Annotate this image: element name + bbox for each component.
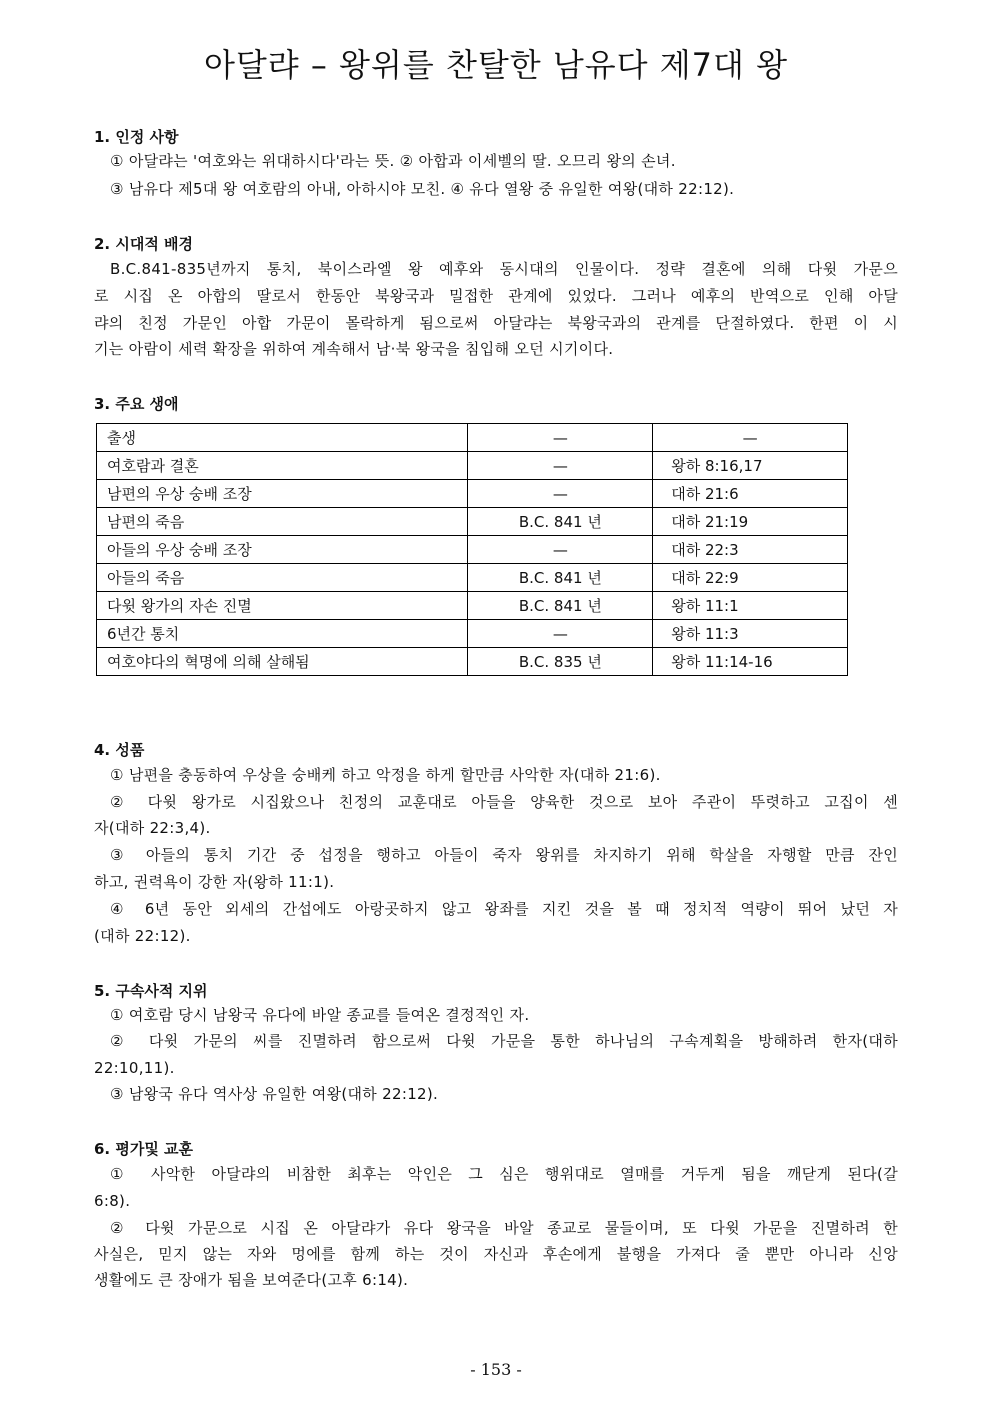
table-row	[97, 452, 848, 480]
paragraph-line: B.C.841-835년까지 통치, 북이스라엘 왕 예후와 동시대의 인물이다. 정략 결혼에 의해 다윗 가문으	[110, 260, 898, 278]
date-cell: B.C. 841 년	[468, 592, 653, 620]
event-cell: 아들의 죽음	[97, 564, 468, 592]
section-line: (대하 22:12).	[94, 927, 191, 945]
event-cell: 아들의 우상 숭배 조장	[97, 536, 468, 564]
section-line: 생활에도 큰 장애가 됨을 보여준다(고후 6:14).	[94, 1271, 409, 1289]
event-cell: 남편의 죽음	[97, 508, 468, 536]
date-cell: B.C. 835 년	[468, 648, 653, 676]
section-line: 6:8).	[94, 1192, 131, 1210]
reference-cell: 대하 22:3	[653, 536, 848, 564]
page-number: - 153 -	[470, 1360, 522, 1379]
date-cell: —	[468, 480, 653, 508]
section-line: ③ 남유다 제5대 왕 여호람의 아내, 아하시야 모친. ④ 유다 열왕 중 유일한 여왕(대하 22:12).	[110, 180, 735, 198]
section-line: ② 다윗 왕가로 시집왔으나 친정의 교훈대로 아들을 양육한 것으로 보아 주관이 뚜렷하고 고집이 센	[110, 793, 898, 811]
date-cell: B.C. 841 년	[468, 564, 653, 592]
event-cell: 남편의 우상 숭배 조장	[97, 480, 468, 508]
event-cell: 다윗 왕가의 자손 진멸	[97, 592, 468, 620]
section-line: ① 남편을 충동하여 우상을 숭배케 하고 악정을 하게 할만큼 사악한 자(대하 21:6).	[110, 766, 661, 784]
reference-cell: 대하 22:9	[653, 564, 848, 592]
event-cell: 출생	[97, 424, 468, 452]
reference-cell: —	[653, 424, 848, 452]
section-line: ① 사악한 아달랴의 비참한 최후는 악인은 그 심은 행위대로 열매를 거두게 됨을 깨닫게 된다(갈	[110, 1165, 898, 1183]
life-events-table	[96, 423, 848, 676]
event-cell: 여호람과 결혼	[97, 452, 468, 480]
reference-cell: 왕하 11:14-16	[653, 648, 848, 676]
table-row	[97, 536, 848, 564]
event-cell: 6년간 통치	[97, 620, 468, 648]
paragraph-line: 기는 아람이 세력 확장을 위하여 계속해서 남·북 왕국을 침입해 오던 시기이다.	[94, 340, 614, 358]
table-row	[97, 620, 848, 648]
date-cell: B.C. 841 년	[468, 508, 653, 536]
section-heading-redemptive-status: 5. 구속사적 지위	[94, 982, 208, 1000]
section-line: 22:10,11).	[94, 1059, 175, 1077]
section-line: ① 여호람 당시 남왕국 유다에 바알 종교를 들여온 결정적인 자.	[110, 1006, 530, 1024]
reference-cell: 왕하 11:3	[653, 620, 848, 648]
section-line: ③ 남왕국 유다 역사상 유일한 여왕(대하 22:12).	[110, 1085, 439, 1103]
section-line: ① 아달랴는 '여호와는 위대하시다'라는 뜻. ② 아합과 이세벨의 딸. 오므리 왕의 손녀.	[110, 152, 676, 170]
section-line: ④ 6년 동안 외세의 간섭에도 아랑곳하지 않고 왕좌를 지킨 것을 볼 때 정치적 역량이 뛰어 났던 자	[110, 900, 898, 918]
reference-cell: 대하 21:6	[653, 480, 848, 508]
table-row	[97, 648, 848, 676]
paragraph-line: 로 시집 온 아합의 딸로서 한동안 북왕국과 밀접한 관계에 있었다. 그러나 예후의 반역으로 인해 아달	[94, 287, 898, 305]
date-cell: —	[468, 452, 653, 480]
section-line: ② 다윗 가문의 씨를 진멸하려 함으로써 다윗 가문을 통한 하나님의 구속계획을 방해하려 한자(대하	[110, 1032, 898, 1050]
date-cell: —	[468, 620, 653, 648]
table-row	[97, 480, 848, 508]
date-cell: —	[468, 424, 653, 452]
reference-cell: 왕하 8:16,17	[653, 452, 848, 480]
section-line: ③ 아들의 통치 기간 중 섭정을 행하고 아들이 죽자 왕위를 차지하기 위해 학살을 자행할 만큼 잔인	[110, 846, 898, 864]
table-row	[97, 424, 848, 452]
table-row	[97, 592, 848, 620]
section-line: 자(대하 22:3,4).	[94, 819, 211, 837]
reference-cell: 왕하 11:1	[653, 592, 848, 620]
document-title: 아달랴 – 왕위를 찬탈한 남유다 제7대 왕	[203, 46, 789, 84]
section-line: 하고, 권력욕이 강한 자(왕하 11:1).	[94, 873, 335, 891]
date-cell: —	[468, 536, 653, 564]
reference-cell: 대하 21:19	[653, 508, 848, 536]
event-cell: 여호야다의 혁명에 의해 살해됨	[97, 648, 468, 676]
section-heading-background: 2. 시대적 배경	[94, 235, 194, 253]
table-row	[97, 564, 848, 592]
section-heading-identity: 1. 인정 사항	[94, 128, 179, 146]
section-line: ② 다윗 가문으로 시집 온 아달랴가 유다 왕국을 바알 종교로 물들이며, 또 다윗 가문을 진멸하려 한	[110, 1219, 898, 1237]
paragraph-line: 랴의 친정 가문인 아합 가문이 몰락하게 됨으로써 아달랴는 북왕국과의 관계를 단절하였다. 한편 이 시	[94, 314, 898, 332]
section-heading-character: 4. 성품	[94, 741, 145, 759]
table-row	[97, 508, 848, 536]
section-line: 사실은, 믿지 않는 자와 멍에를 함께 하는 것이 자신과 후손에게 불행을 가져다 줄 뿐만 아니라 신앙	[94, 1245, 898, 1263]
section-heading-lessons: 6. 평가및 교훈	[94, 1140, 194, 1158]
section-heading-life: 3. 주요 생애	[94, 395, 179, 413]
